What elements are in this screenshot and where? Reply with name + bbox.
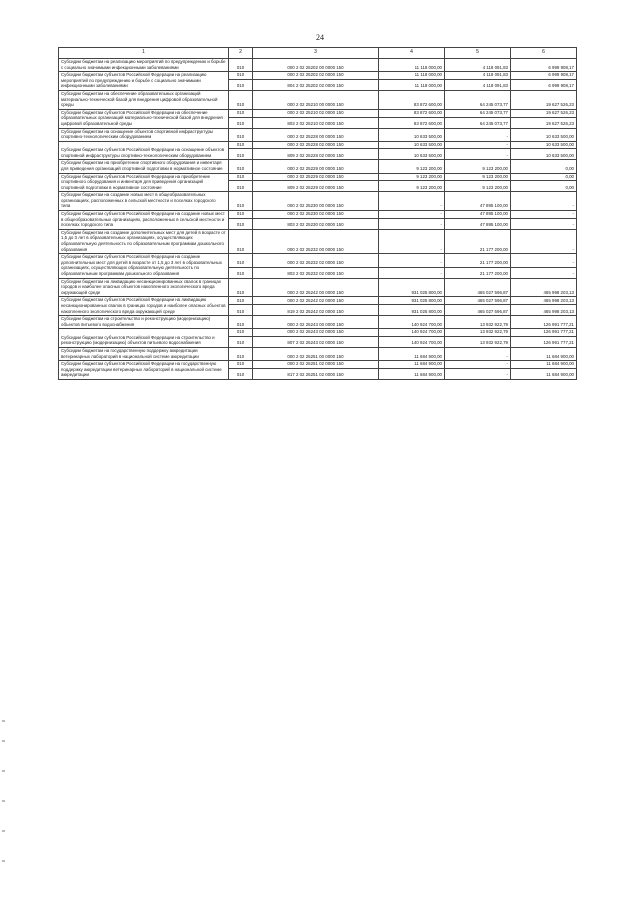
executed-amount: 13 932 922,79 [445, 336, 511, 347]
executed-amount: - [445, 149, 511, 160]
table-row-subject [59, 72, 577, 80]
budget-classification-code: 000 2 02 25229 02 0000 150 [253, 173, 379, 181]
row-name: Субсидии бюджетам на обеспечение образовательных организаций материально-технической базой для внедрения цифровой образовательной среды [59, 90, 229, 109]
header-row [59, 48, 577, 59]
executed-amount: 64 245 073,77 [445, 90, 511, 109]
table-row-subject [59, 109, 577, 117]
row-code: 010 [229, 117, 253, 128]
row-name: Субсидии бюджетам субъектов Российской Федерации на создание новых мест в общеобразовательных организациях, расположенных в сельской местности и поселках городского типа [59, 211, 229, 230]
budget-classification-code: 000 2 02 25210 02 0000 150 [253, 109, 379, 117]
row-code: 010 [229, 160, 253, 173]
table-row-group [59, 229, 577, 253]
budget-classification-code: 000 2 02 25210 00 0000 150 [253, 90, 379, 109]
approved-amount: 931 025 800,00 [379, 278, 445, 297]
row-code: 010 [229, 109, 253, 117]
executed-amount: - [445, 141, 511, 149]
scan-edge-mark [2, 860, 5, 862]
executed-amount: 47 895 100,00 [445, 211, 511, 219]
approved-amount: 10 633 500,00 [379, 149, 445, 160]
scan-edge-mark [2, 830, 5, 832]
approved-amount: - [379, 254, 445, 267]
executed-amount: 13 932 922,79 [445, 329, 511, 337]
unexecuted-amount: - [511, 229, 577, 253]
approved-amount: - [379, 267, 445, 278]
row-code: 010 [229, 361, 253, 369]
row-name: Субсидии бюджетам субъектов Российской Федерации на строительство и реконструкцию (модернизацию) объектов питьевого водоснабжения [59, 329, 229, 348]
row-code: 010 [229, 141, 253, 149]
row-code: 010 [229, 149, 253, 160]
unexecuted-amount: - [511, 267, 577, 278]
approved-amount: 83 872 600,00 [379, 109, 445, 117]
approved-amount: 11 684 900,00 [379, 361, 445, 369]
row-name: Субсидии бюджетам субъектов Российской Федерации на приобретение спортивного оборудования и инвентаря для приведения организаций спортивной подготовки в нормативное состояние [59, 173, 229, 192]
column-header: 5 [445, 48, 511, 59]
unexecuted-amount: 11 684 900,00 [511, 368, 577, 379]
budget-classification-code: 000 2 02 25251 02 0000 150 [253, 361, 379, 369]
executed-amount: 9 123 200,00 [445, 181, 511, 192]
row-code: 010 [229, 267, 253, 278]
column-header: 1 [59, 48, 229, 59]
table-row-subject [59, 173, 577, 181]
budget-classification-code: 000 2 02 25228 02 0000 150 [253, 141, 379, 149]
budget-classification-code: 803 2 02 25210 02 0000 150 [253, 117, 379, 128]
unexecuted-amount: 0,00 [511, 173, 577, 181]
executed-amount: - [445, 361, 511, 369]
unexecuted-amount: 19 627 526,23 [511, 117, 577, 128]
row-name: Субсидии бюджетам субъектов Российской Федерации на реализацию мероприятий по предупреждению и борьбе с социально значимыми инфекционными заболеваниями [59, 72, 229, 91]
approved-amount: 140 924 700,00 [379, 336, 445, 347]
executed-amount: 64 245 073,77 [445, 117, 511, 128]
budget-classification-code: 000 2 02 25251 00 0000 150 [253, 347, 379, 360]
row-code: 010 [229, 278, 253, 297]
executed-amount: 9 123 200,00 [445, 173, 511, 181]
executed-amount: 64 245 073,77 [445, 109, 511, 117]
approved-amount: - [379, 229, 445, 253]
approved-amount: 11 684 900,00 [379, 347, 445, 360]
table-row-subject [59, 329, 577, 337]
row-name: Субсидии бюджетам на реализацию мероприятий по предупреждению и борьбе с социально значимыми инфекционными заболеваниями [59, 59, 229, 72]
executed-amount: 13 932 922,79 [445, 316, 511, 329]
row-name: Субсидии бюджетам субъектов Российской Федерации на оснащение объектов спортивной инфраструктуры спортивно-технологическим оборудованием [59, 141, 229, 160]
budget-classification-code: 000 2 02 25232 00 0000 150 [253, 229, 379, 253]
row-name: Субсидии бюджетам на оснащение объектов спортивной инфраструктуры спортивно-технологическим оборудованием [59, 128, 229, 141]
approved-amount: 140 924 700,00 [379, 316, 445, 329]
approved-amount: 83 872 600,00 [379, 117, 445, 128]
row-code: 010 [229, 181, 253, 192]
scan-edge-mark [2, 720, 5, 722]
executed-amount: 47 895 100,00 [445, 218, 511, 229]
executed-amount: - [445, 347, 511, 360]
executed-amount: 465 027 596,87 [445, 278, 511, 297]
unexecuted-amount: 11 684 900,00 [511, 347, 577, 360]
row-code: 010 [229, 336, 253, 347]
table-row-subject [59, 254, 577, 267]
row-code: 010 [229, 211, 253, 219]
approved-amount: 9 123 200,00 [379, 181, 445, 192]
executed-amount: 21 177 200,00 [445, 229, 511, 253]
column-header: 2 [229, 48, 253, 59]
unexecuted-amount: 126 991 777,21 [511, 336, 577, 347]
unexecuted-amount: - [511, 211, 577, 219]
executed-amount: - [445, 128, 511, 141]
approved-amount: - [379, 218, 445, 229]
row-code: 010 [229, 218, 253, 229]
page-number: 24 [316, 33, 324, 42]
table-row-group [59, 90, 577, 109]
budget-classification-code: 000 2 02 25230 02 0000 150 [253, 211, 379, 219]
approved-amount: 11 684 900,00 [379, 368, 445, 379]
budget-classification-code: 000 2 02 25230 00 0000 150 [253, 192, 379, 211]
approved-amount: 10 633 500,00 [379, 141, 445, 149]
approved-amount: 140 924 700,00 [379, 329, 445, 337]
executed-amount: 4 118 091,83 [445, 79, 511, 90]
unexecuted-amount: - [511, 218, 577, 229]
budget-classification-code: 000 2 02 25202 02 0000 150 [253, 72, 379, 80]
approved-amount: 11 118 000,00 [379, 79, 445, 90]
row-code: 010 [229, 229, 253, 253]
row-code: 010 [229, 128, 253, 141]
budget-classification-code: 000 2 02 25243 00 0000 150 [253, 316, 379, 329]
executed-amount: 21 177 200,00 [445, 254, 511, 267]
budget-classification-code: 000 2 02 25232 02 0000 150 [253, 254, 379, 267]
unexecuted-amount: 0,00 [511, 160, 577, 173]
executed-amount: 47 895 100,00 [445, 192, 511, 211]
row-name: Субсидии бюджетам субъектов Российской Федерации на ликвидацию несанкционированных свалок в границах городов и наиболее опасных объектов накопленного экологического вреда окружающей среде [59, 297, 229, 316]
approved-amount: 931 025 800,00 [379, 305, 445, 316]
budget-classification-code: 809 2 02 25229 02 0000 150 [253, 181, 379, 192]
unexecuted-amount: - [511, 192, 577, 211]
unexecuted-amount: 6 999 908,17 [511, 59, 577, 72]
executed-amount: - [445, 368, 511, 379]
row-name: Субсидии бюджетам на строительство и реконструкцию (модернизацию) объектов питьевого водоснабжения [59, 316, 229, 329]
row-code: 010 [229, 173, 253, 181]
row-code: 010 [229, 305, 253, 316]
table-row-group [59, 278, 577, 297]
row-name: Субсидии бюджетам субъектов Российской Федерации на создание дополнительных мест для детей в возрасте от 1,5 до 3 лет в образовательных организациях, осуществляющих образовательную деятельность по образовательным программам дошкольного образования [59, 254, 229, 278]
unexecuted-amount: 10 633 500,00 [511, 128, 577, 141]
budget-classification-code: 000 2 02 25229 00 0000 150 [253, 160, 379, 173]
approved-amount: 83 872 600,00 [379, 90, 445, 109]
executed-amount: 4 118 091,83 [445, 59, 511, 72]
approved-amount: 931 025 800,00 [379, 297, 445, 305]
table-row-subject [59, 141, 577, 149]
row-name: Субсидии бюджетам на приобретение спортивного оборудования и инвентаря для приведения организаций спортивной подготовки в нормативное состояние [59, 160, 229, 173]
row-name: Субсидии бюджетам на создание дополнительных мест для детей в возрасте от 1,5 до 3 лет в образовательных организациях, осуществляющих образовательную деятельность по образовательным программам дошкольного образования [59, 229, 229, 253]
executed-amount: 21 177 200,00 [445, 267, 511, 278]
executed-amount: 9 123 200,00 [445, 160, 511, 173]
unexecuted-amount: 465 998 203,13 [511, 305, 577, 316]
unexecuted-amount: 10 633 500,00 [511, 149, 577, 160]
column-header: 3 [253, 48, 379, 59]
table-row-group [59, 128, 577, 141]
row-code: 010 [229, 254, 253, 267]
unexecuted-amount: 6 999 908,17 [511, 79, 577, 90]
scan-edge-mark [2, 800, 5, 802]
unexecuted-amount: 19 627 526,23 [511, 109, 577, 117]
row-name: Субсидии бюджетам субъектов Российской Федерации на государственную поддержку аккредитации ветеринарных лабораторий в национальной системе аккредитации [59, 361, 229, 380]
row-code: 010 [229, 192, 253, 211]
column-header: 6 [511, 48, 577, 59]
table-row-group [59, 59, 577, 72]
table-row-subject [59, 297, 577, 305]
budget-classification-code: 819 2 02 25242 02 0000 150 [253, 305, 379, 316]
row-code: 010 [229, 72, 253, 80]
approved-amount: 9 123 200,00 [379, 160, 445, 173]
unexecuted-amount: 126 991 777,21 [511, 316, 577, 329]
unexecuted-amount: 10 633 500,00 [511, 141, 577, 149]
unexecuted-amount: - [511, 254, 577, 267]
unexecuted-amount: 19 627 526,23 [511, 90, 577, 109]
unexecuted-amount: 11 684 900,00 [511, 361, 577, 369]
table-row-group [59, 160, 577, 173]
budget-classification-code: 803 2 02 25232 02 0000 150 [253, 267, 379, 278]
budget-classification-code: 804 2 02 25202 02 0000 150 [253, 79, 379, 90]
budget-classification-code: 000 2 02 25242 02 0000 150 [253, 297, 379, 305]
table-row-subject [59, 361, 577, 369]
column-header: 4 [379, 48, 445, 59]
budget-classification-code: 000 2 02 25242 00 0000 150 [253, 278, 379, 297]
budget-classification-code: 803 2 02 25230 02 0000 150 [253, 218, 379, 229]
approved-amount: - [379, 211, 445, 219]
approved-amount: 9 123 200,00 [379, 173, 445, 181]
row-code: 010 [229, 297, 253, 305]
row-code: 010 [229, 347, 253, 360]
unexecuted-amount: 6 999 908,17 [511, 72, 577, 80]
budget-classification-code: 807 2 02 25243 02 0000 150 [253, 336, 379, 347]
row-code: 010 [229, 329, 253, 337]
row-code: 010 [229, 90, 253, 109]
unexecuted-amount: 0,00 [511, 181, 577, 192]
executed-amount: 4 118 091,83 [445, 72, 511, 80]
budget-table [58, 47, 577, 380]
budget-classification-code: 809 2 02 25228 02 0000 150 [253, 149, 379, 160]
budget-classification-code: 000 2 02 25202 00 0000 150 [253, 59, 379, 72]
budget-classification-code: 000 2 02 25243 02 0000 150 [253, 329, 379, 337]
approved-amount: 11 118 000,00 [379, 59, 445, 72]
executed-amount: 465 027 596,87 [445, 297, 511, 305]
unexecuted-amount: 126 991 777,21 [511, 329, 577, 337]
unexecuted-amount: 465 998 203,13 [511, 297, 577, 305]
row-code: 010 [229, 316, 253, 329]
row-code: 010 [229, 59, 253, 72]
budget-classification-code: 000 2 02 25228 00 0000 150 [253, 128, 379, 141]
row-name: Субсидии бюджетам на создание новых мест в общеобразовательных организациях, расположенных в сельской местности и поселках городского типа [59, 192, 229, 211]
row-name: Субсидии бюджетам на ликвидацию несанкционированных свалок в границах городов и наиболее опасных объектов накопленного экологического вреда окружающей среде [59, 278, 229, 297]
row-name: Субсидии бюджетам на государственную поддержку аккредитации ветеринарных лабораторий в национальной системе аккредитации [59, 347, 229, 360]
table-row-group [59, 192, 577, 211]
table-row-group [59, 316, 577, 329]
scan-edge-mark [2, 740, 5, 742]
approved-amount: 11 118 000,00 [379, 72, 445, 80]
scan-edge-mark [2, 770, 5, 772]
budget-classification-code: 817 2 02 25251 02 0000 150 [253, 368, 379, 379]
row-code: 010 [229, 368, 253, 379]
table-row-group [59, 347, 577, 360]
table-row-subject [59, 211, 577, 219]
approved-amount: - [379, 192, 445, 211]
approved-amount: 10 633 500,00 [379, 128, 445, 141]
unexecuted-amount: 465 998 203,13 [511, 278, 577, 297]
row-name: Субсидии бюджетам субъектов Российской Федерации на обеспечение образовательных организаций материально-технической базой для внедрения цифровой образовательной среды [59, 109, 229, 128]
executed-amount: 465 027 596,87 [445, 305, 511, 316]
row-code: 010 [229, 79, 253, 90]
